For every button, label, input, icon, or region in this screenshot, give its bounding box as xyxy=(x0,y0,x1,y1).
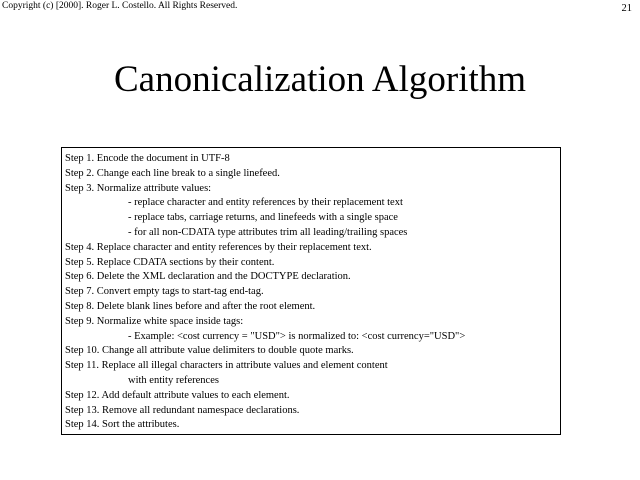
step-3: Step 3. Normalize attribute values: xyxy=(65,182,212,194)
step-11: Step 11. Replace all illegal characters in attribute values and element content xyxy=(65,360,388,372)
step-3-substep: - replace tabs, carriage returns, and linefeeds with a single space xyxy=(128,212,398,224)
page-number: 21 xyxy=(621,3,632,14)
step-6: Step 6. Delete the XML declaration and the DOCTYPE declaration. xyxy=(65,271,351,283)
step-2: Step 2. Change each line break to a single linefeed. xyxy=(65,167,280,179)
step-3-substep: - for all non-CDATA type attributes trim all leading/trailing spaces xyxy=(128,226,408,238)
step-7: Step 7. Convert empty tags to start-tag end-tag. xyxy=(65,286,264,298)
step-5: Step 5. Replace CDATA sections by their content. xyxy=(65,256,275,268)
step-11-continuation: with entity references xyxy=(128,374,219,386)
step-10: Step 10. Change all attribute value delimiters to double quote marks. xyxy=(65,345,354,357)
step-13: Step 13. Remove all redundant namespace declarations. xyxy=(65,404,300,416)
step-8: Step 8. Delete blank lines before and after the root element. xyxy=(65,300,316,312)
step-12: Step 12. Add default attribute values to each element. xyxy=(65,389,290,401)
step-4: Step 4. Replace character and entity references by their replacement text. xyxy=(65,241,372,253)
algorithm-steps-box xyxy=(61,147,561,435)
copyright-notice: Copyright (c) [2000]. Roger L. Costello. All Rights Reserved. xyxy=(2,1,238,11)
step-9: Step 9. Normalize white space inside tags: xyxy=(65,315,244,327)
slide-title: Canonicalization Algorithm xyxy=(113,59,527,100)
step-9-example: - Example: <cost currency = "USD"> is normalized to: <cost currency="USD"> xyxy=(128,330,466,342)
step-14: Step 14. Sort the attributes. xyxy=(65,419,180,431)
step-1: Step 1. Encode the document in UTF-8 xyxy=(65,153,230,164)
step-3-substep: - replace character and entity references by their replacement text xyxy=(128,197,403,209)
